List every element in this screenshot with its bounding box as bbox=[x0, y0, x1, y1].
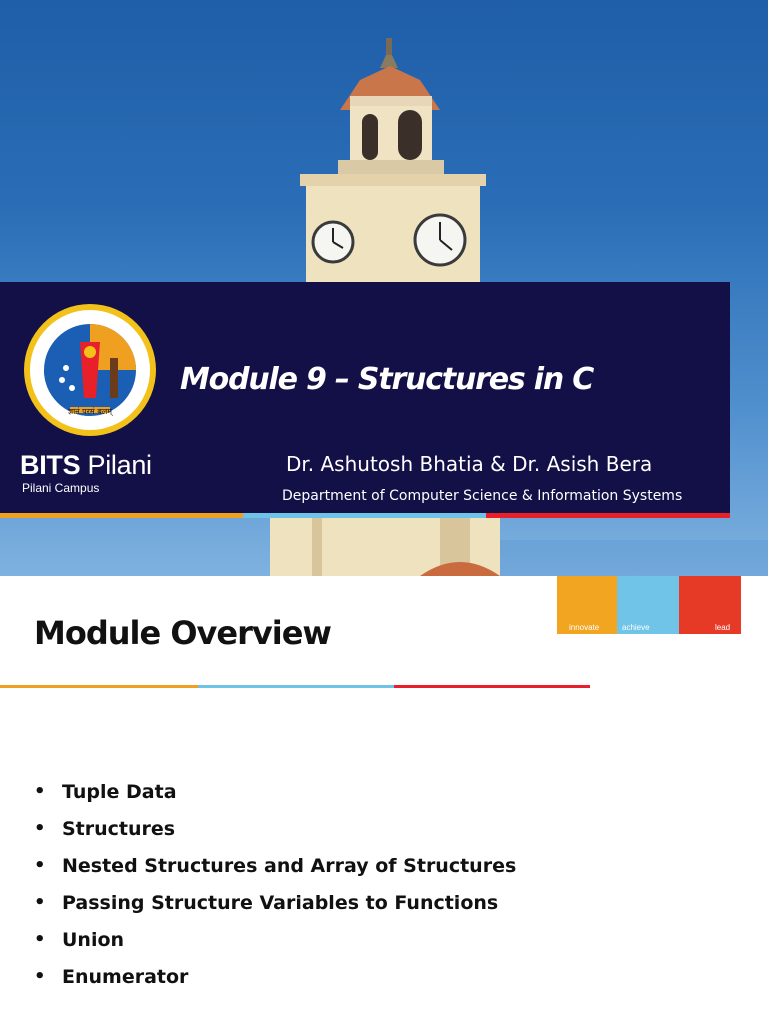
list-item bbox=[34, 892, 516, 929]
stripe-orange bbox=[0, 513, 243, 518]
brand-light: Pilani bbox=[87, 450, 152, 480]
tag-lead bbox=[679, 576, 741, 634]
bullet-icon: • bbox=[34, 818, 46, 839]
bullet-text: Passing Structure Variables to Functions bbox=[62, 892, 499, 914]
tag-innovate bbox=[557, 576, 617, 634]
list-item bbox=[34, 929, 516, 966]
rule-red bbox=[394, 685, 590, 688]
rule-blue bbox=[198, 685, 394, 688]
stripe-blue bbox=[243, 513, 486, 518]
stripe-red bbox=[486, 513, 730, 518]
bullet-icon: • bbox=[34, 929, 46, 950]
department: Department of Computer Science & Information Systems bbox=[282, 488, 683, 504]
tag-achieve bbox=[617, 576, 679, 634]
title-banner bbox=[0, 282, 730, 518]
campus-label: Pilani Campus bbox=[22, 481, 100, 495]
bullet-text: Enumerator bbox=[62, 966, 189, 988]
bullet-text: Structures bbox=[62, 818, 176, 840]
bullet-icon: • bbox=[34, 966, 46, 987]
authors: Dr. Ashutosh Bhatia & Dr. Asish Bera bbox=[286, 452, 653, 476]
bullet-text: Tuple Data bbox=[62, 781, 177, 803]
bullet-list bbox=[34, 781, 516, 1003]
tag-lead-label: lead bbox=[715, 623, 731, 632]
list-item bbox=[34, 781, 516, 818]
seal-motto: ज्ञानं परमं बलम् bbox=[67, 407, 113, 416]
bullet-icon: • bbox=[34, 781, 46, 802]
overview-slide bbox=[0, 576, 768, 1024]
bits-seal-logo bbox=[22, 302, 158, 438]
bullet-icon: • bbox=[34, 855, 46, 876]
list-item bbox=[34, 855, 516, 892]
bits-pilani-wordmark bbox=[20, 450, 152, 480]
list-item bbox=[34, 818, 516, 855]
rule-orange bbox=[0, 685, 198, 688]
list-item bbox=[34, 966, 516, 1003]
bullet-text: Union bbox=[62, 929, 125, 951]
bullet-text: Nested Structures and Array of Structures bbox=[62, 855, 517, 877]
bullet-icon: • bbox=[34, 892, 46, 913]
tag-innovate-label: innovate bbox=[569, 623, 600, 632]
slide-heading: Module Overview bbox=[34, 614, 331, 652]
tag-achieve-label: achieve bbox=[622, 623, 650, 632]
brand-bold: BITS bbox=[20, 450, 81, 480]
slide-title: Module 9 – Structures in C bbox=[180, 362, 594, 397]
innovate-achieve-lead-logo bbox=[557, 576, 741, 634]
